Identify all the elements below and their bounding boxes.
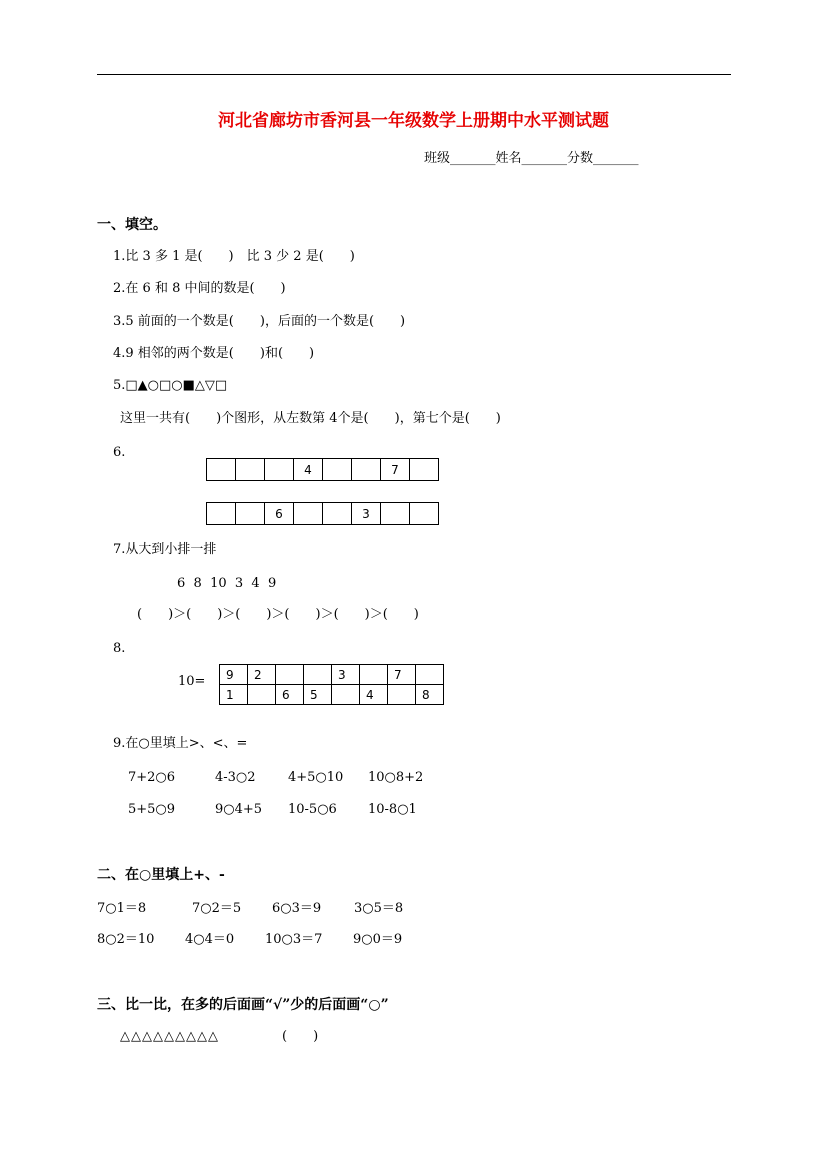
question-7-numbers: 6 8 10 3 4 9 [177, 576, 277, 591]
q8-r1-cell: 3 [332, 665, 360, 685]
q9-item: 10-8○1 [368, 802, 417, 817]
triangle-row: △△△△△△△△△ [120, 1029, 219, 1044]
q9-item: 10-5○6 [288, 802, 337, 817]
section1-heading: 一、填空。 [97, 217, 167, 233]
question-5: 5.□▲○□○■△▽□ [113, 378, 228, 393]
q8-r1-cell[interactable] [276, 665, 304, 685]
q6-r2-cell[interactable] [236, 503, 265, 525]
q8-r2-cell[interactable] [248, 685, 276, 705]
s2-item: 7○1＝8 [97, 901, 147, 916]
s2-item: 7○2＝5 [192, 901, 242, 916]
q8-r1-cell[interactable] [304, 665, 332, 685]
section3-heading: 三、比一比，在多的后面画“√”少的后面画“○” [97, 997, 389, 1013]
top-rule [97, 74, 731, 75]
q6-r1-cell[interactable] [265, 459, 294, 481]
question-2: 2.在 6 和 8 中间的数是( ) [113, 281, 286, 296]
question-4: 4.9 相邻的两个数是( )和( ) [113, 346, 315, 361]
q6-box-row-1 [206, 458, 439, 481]
question-5-line2: 这里一共有( )个图形，从左数第 4个是( )，第七个是( ) [120, 411, 501, 426]
q6-r1-cell: 4 [294, 459, 323, 481]
section2-heading: 二、在○里填上+、- [97, 867, 225, 883]
question-3: 3.5 前面的一个数是( )，后面的一个数是( ) [113, 314, 406, 329]
q9-item: 4-3○2 [215, 770, 256, 785]
q6-r1-cell[interactable] [323, 459, 352, 481]
q8-r2-cell: 5 [304, 685, 332, 705]
s2-item: 9○0＝9 [353, 932, 403, 947]
question-8-label: 8. [113, 641, 126, 656]
q6-r2-cell: 6 [265, 503, 294, 525]
answer-blank[interactable]: ( ) [282, 1029, 319, 1044]
q8-r2-cell[interactable] [332, 685, 360, 705]
question-9: 9.在○里填上>、<、= [113, 736, 248, 751]
q8-r2-cell: 8 [416, 685, 444, 705]
q9-item: 7+2○6 [128, 770, 176, 785]
q8-r1-cell: 7 [388, 665, 416, 685]
q6-r1-cell: 7 [381, 459, 410, 481]
q6-r1-cell[interactable] [207, 459, 236, 481]
q9-item: 4+5○10 [288, 770, 344, 785]
q8-r1-cell: 9 [220, 665, 248, 685]
s2-item: 6○3＝9 [272, 901, 322, 916]
q8-r1-cell: 2 [248, 665, 276, 685]
page-title: 河北省廊坊市香河县一年级数学上册期中水平测试题 [218, 111, 609, 131]
question-8-prefix: 10= [178, 674, 206, 689]
q6-r1-cell[interactable] [410, 459, 439, 481]
q9-item: 10○8+2 [368, 770, 424, 785]
q6-r2-cell[interactable] [381, 503, 410, 525]
question-7-blanks: ( )＞( )＞( )＞( )＞( )＞( ) [137, 607, 419, 622]
q6-box-row-2 [206, 502, 439, 525]
q8-r2-cell: 4 [360, 685, 388, 705]
q8-r2-cell: 6 [276, 685, 304, 705]
student-info-line: 班级_______姓名_______分数_______ [424, 151, 639, 166]
s2-item: 8○2＝10 [97, 932, 155, 947]
q6-r2-cell[interactable] [410, 503, 439, 525]
q9-item: 5+5○9 [128, 802, 176, 817]
q8-decomposition-grid [219, 664, 444, 705]
s2-item: 10○3＝7 [265, 932, 323, 947]
question-1: 1.比 3 多 1 是( ) 比 3 少 2 是( ) [113, 249, 355, 264]
question-7: 7.从大到小排一排 [113, 542, 217, 557]
q8-r2-cell[interactable] [388, 685, 416, 705]
q9-item: 9○4+5 [215, 802, 263, 817]
s2-item: 4○4＝0 [185, 932, 235, 947]
q6-r2-cell[interactable] [207, 503, 236, 525]
q6-r2-cell: 3 [352, 503, 381, 525]
q6-r2-cell[interactable] [294, 503, 323, 525]
q6-r1-cell[interactable] [352, 459, 381, 481]
s2-item: 3○5＝8 [354, 901, 404, 916]
q6-r1-cell[interactable] [236, 459, 265, 481]
q6-r2-cell[interactable] [323, 503, 352, 525]
q8-r1-cell[interactable] [416, 665, 444, 685]
q8-r2-cell: 1 [220, 685, 248, 705]
q8-r1-cell[interactable] [360, 665, 388, 685]
question-6-label: 6. [113, 445, 126, 460]
